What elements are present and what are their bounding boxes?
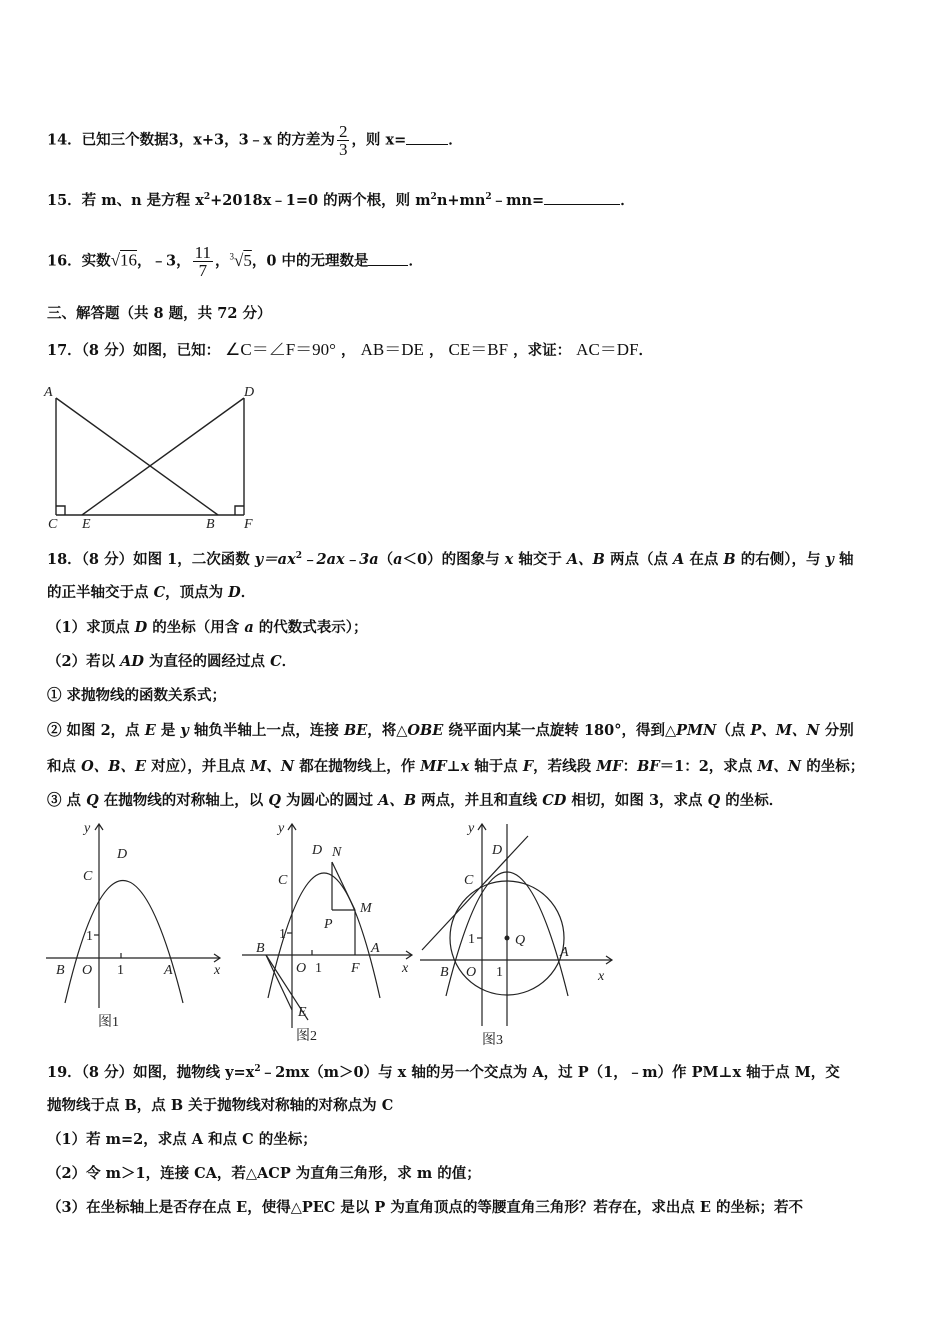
label-D: D (244, 385, 255, 400)
answer-blank (406, 132, 448, 145)
question-19-line2: 抛物线于点 B，点 B 关于抛物线对称轴的对称点为 C (47, 1097, 394, 1114)
question-17: 17．（8 分）如图，已知： ∠C＝∠F＝90° ， AB＝DE ， CE＝BF ，求证： AC＝DF． (47, 340, 654, 359)
fig3-Q-label: Q (515, 933, 526, 948)
question-19-line1: 19．（8 分）如图，抛物线 $y=x^2﹣2mx(m>0)$与 x 轴的另一个交点为 A，过 P（1，﹣m）作 PM⊥x 轴于点 M，交 (47, 1063, 840, 1081)
fig3-C-label: C (464, 873, 474, 888)
question-18-line2: 的正半轴交于点 C，顶点为 D． (47, 584, 256, 601)
fig3-A-label: A (560, 945, 569, 960)
fig3-y-label: y (468, 821, 475, 836)
fig3-caption: 图3 (482, 1033, 503, 1048)
fraction-two-thirds: $\frac{2}{3}$ (338, 122, 348, 159)
section-heading: 三、解答题（共 8 题，共 72 分） (47, 305, 272, 322)
fig3-O-label: O (466, 965, 477, 980)
fig2-one-x: 1 (315, 961, 322, 976)
fig2-one-y: 1 (279, 927, 286, 942)
fig1-B-label: B (56, 963, 65, 978)
fig2-P-label: P (324, 917, 333, 932)
question-15: 15．若 m、n 是方程 $x^2+2018x﹣1=0$ 的两个根，则 $m^2n+mn^2﹣mn=$ ． (47, 191, 635, 209)
fig2-E-label: E (298, 1005, 307, 1020)
fraction-11-7: $\frac{11}{7}$ (194, 243, 211, 280)
question-19-part3: （3）在坐标轴上是否存在点 E，使得△PEC 是以 P 为直角顶点的等腰直角三角形？若存在，求出点 E 的坐标；若不 (47, 1199, 804, 1216)
figure-q17 (40, 382, 270, 532)
fig2-C-label: C (278, 873, 288, 888)
fig2-M-label: M (360, 901, 372, 916)
fig3-one-y: 1 (468, 932, 475, 947)
label-E: E (82, 517, 91, 532)
fig1-A-label: A (164, 963, 173, 978)
sqrt-16: √16 (110, 250, 138, 270)
question-18-sub3: ③ 点 Q 在抛物线的对称轴上，以 Q 为圆心的圆过 A、B 两点，并且和直线 CD 相切，如图 3，求点 Q 的坐标． (47, 792, 784, 809)
question-18-sub2-cont: 和点 O、B、E 对应），并且点 M、N 都在抛物线上，作 MF⊥x 轴于点 F，若线段 MF：BF＝1：2，求点 M、N 的坐标； (47, 758, 865, 775)
fig2-y-label: y (278, 821, 285, 836)
fig2-O-label: O (296, 961, 307, 976)
fig2-caption: 图2 (296, 1029, 317, 1044)
question-16: 16．实数√16，﹣3， $\frac{11}{7}$ ，$^3$√5，0 中的无理数是 ． (47, 243, 423, 280)
label-B: B (206, 517, 215, 532)
fig1-C-label: C (83, 869, 93, 884)
fig2-F-label: F (351, 961, 360, 976)
fig1-O-label: O (82, 963, 93, 978)
fig2-A-label: A (371, 941, 380, 956)
figure-3 (418, 818, 618, 1050)
fig1-x-label: x (214, 963, 221, 978)
label-C: C (48, 517, 58, 532)
fig1-caption: 图1 (98, 1015, 119, 1030)
question-19-part1: （1）若 m=2，求点 A 和点 C 的坐标； (47, 1131, 317, 1148)
question-14: 14．已知三个数据3，x+3，3﹣x 的方差为 $\frac{2}{3}$ ，则 x= ． (47, 122, 463, 159)
answer-blank (544, 192, 620, 205)
fig2-B-label: B (256, 941, 265, 956)
fig2-D-label: D (312, 843, 323, 858)
label-A: A (44, 385, 53, 400)
fig1-y-label: y (84, 821, 91, 836)
answer-blank (368, 253, 408, 266)
fig1-one-x: 1 (117, 963, 124, 978)
fig2-x-label: x (402, 961, 409, 976)
fig3-D-label: D (492, 843, 503, 858)
question-19-part2: （2）令 m＞1，连接 CA，若△ACP 为直角三角形，求 m 的值； (47, 1165, 481, 1182)
fig3-x-label: x (598, 969, 605, 984)
fig3-one-x: 1 (496, 965, 503, 980)
question-18-part2: （2）若以 AD 为直径的圆经过点 C． (47, 653, 297, 670)
fig1-one-y: 1 (86, 929, 93, 944)
question-18-line1: 18．（8 分）如图 1，二次函数 $y=ax^2﹣2ax﹣3a(a<0)$的图象与 x 轴交于 A、B 两点（点 A 在点 B 的右侧），与 y 轴 (47, 550, 854, 568)
question-18-part1: （1）求顶点 D 的坐标（用含 a 的代数式表示）； (47, 619, 368, 636)
fig2-N-label: N (332, 845, 342, 860)
cube-root-5: $^3$√5 (229, 250, 252, 270)
question-18-sub2: ② 如图 2，点 E 是 y 轴负半轴上一点，连接 BE，将△OBE 绕平面内某一点旋转 180°，得到△PMN（点 P、M、N 分别 (47, 722, 854, 739)
fig1-D-label: D (117, 847, 128, 862)
figure-1 (40, 818, 230, 1038)
fig3-B-label: B (440, 965, 449, 980)
figure-2 (240, 818, 420, 1048)
question-18-sub1: ① 求抛物线的函数关系式； (47, 687, 227, 704)
label-F: F (244, 517, 253, 532)
